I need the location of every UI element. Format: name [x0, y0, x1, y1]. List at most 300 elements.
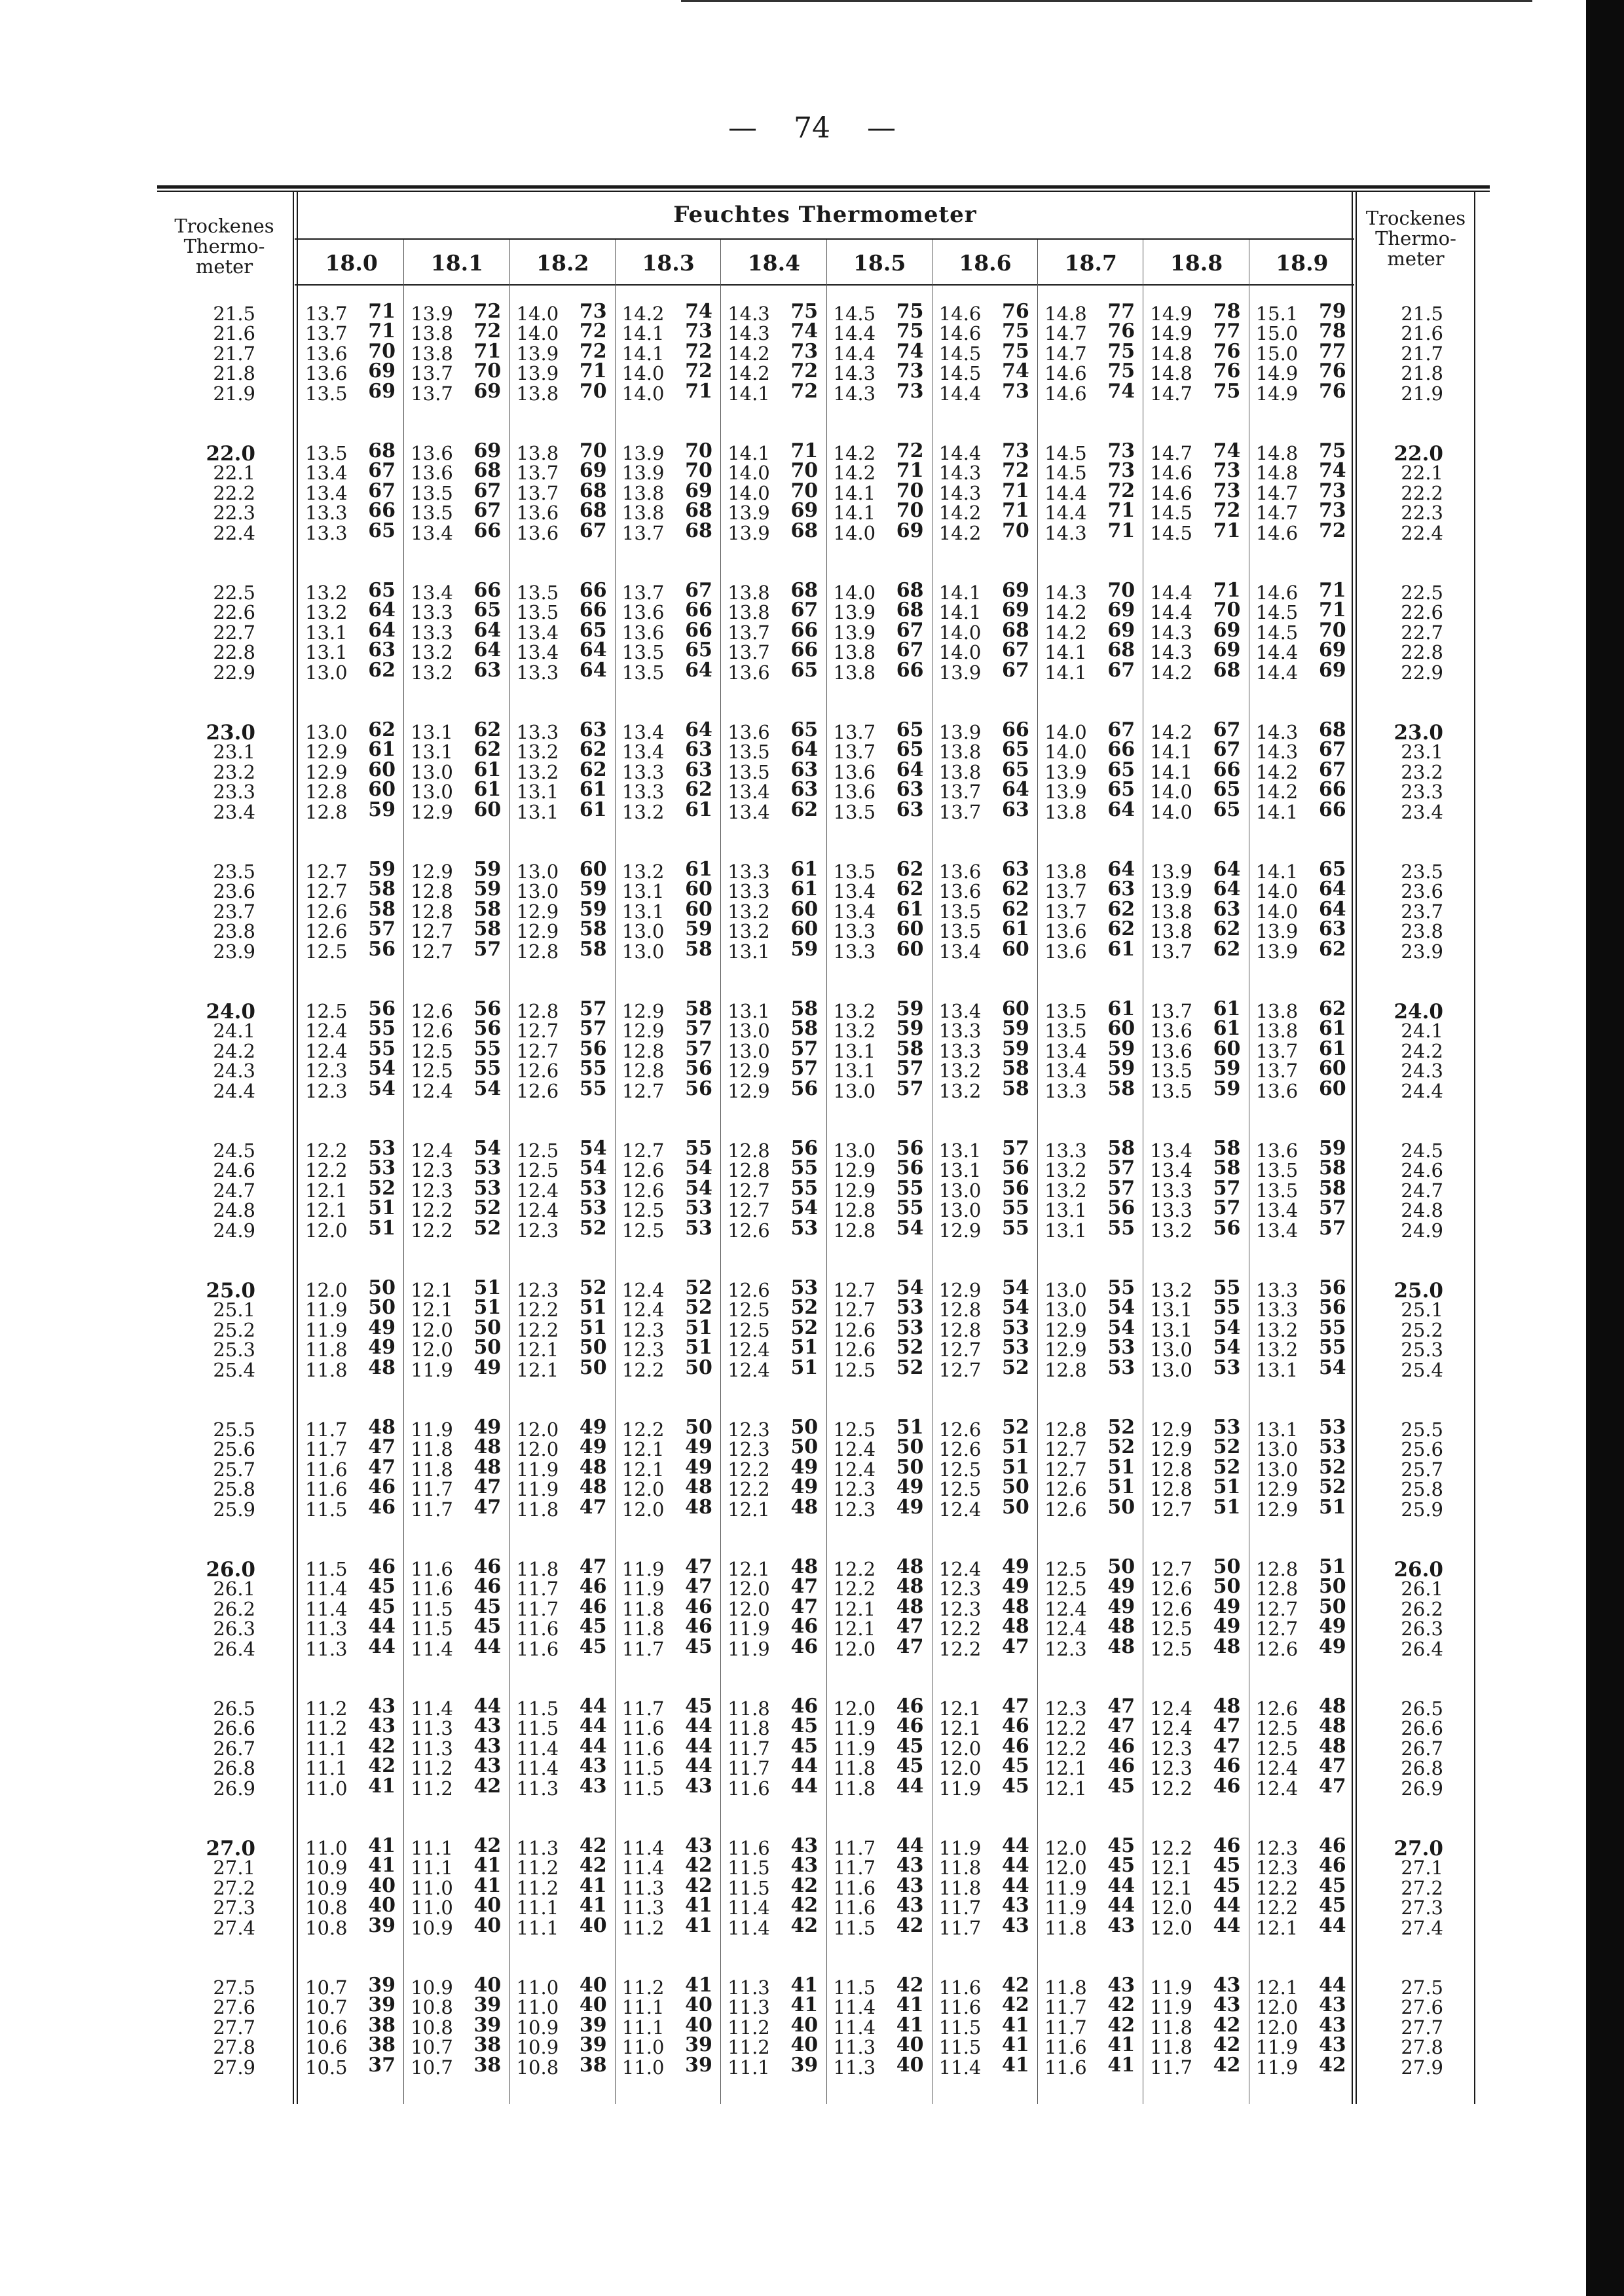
cell-humidity: 51	[685, 1316, 712, 1339]
cell-humidity: 46	[473, 1575, 502, 1599]
cell-humidity: 63	[1213, 897, 1241, 921]
cell-temperature: 10.8	[305, 1916, 348, 1939]
cell-humidity: 58	[473, 897, 502, 921]
cell-humidity: 53	[1107, 1356, 1135, 1379]
cell-temperature: 12.5	[938, 1478, 982, 1501]
cell-humidity: 66	[473, 579, 502, 602]
cell-temperature: 14.5	[1255, 601, 1299, 624]
cell-temperature: 12.3	[516, 1279, 559, 1301]
cell-temperature: 12.9	[1255, 1498, 1299, 1521]
cell-humidity: 51	[368, 1196, 396, 1220]
dry-temp-left: 24.9	[213, 1219, 255, 1242]
cell-humidity: 57	[896, 1077, 924, 1100]
cell-temperature: 10.7	[305, 1976, 348, 1999]
cell-temperature: 12.4	[516, 1179, 559, 1202]
column-header: 18.0	[325, 250, 378, 276]
cell-temperature: 12.0	[411, 1318, 453, 1341]
dry-temp-right: 23.7	[1401, 900, 1443, 923]
dry-temp-left: 21.9	[213, 382, 255, 405]
cell-humidity: 70	[1002, 519, 1029, 542]
cell-humidity: 64	[1107, 858, 1135, 881]
cell-humidity: 60	[896, 937, 924, 961]
cell-humidity: 48	[896, 1595, 924, 1618]
cell-humidity: 68	[1213, 658, 1241, 682]
cell-humidity: 57	[685, 1017, 712, 1041]
cell-humidity: 50	[685, 1416, 712, 1439]
cell-humidity: 71	[1213, 519, 1241, 542]
cell-temperature: 12.8	[516, 940, 559, 963]
cell-humidity: 59	[1107, 1057, 1135, 1081]
dry-temp-left: 25.5	[213, 1418, 255, 1441]
cell-humidity: 73	[1002, 439, 1029, 462]
cell-temperature: 13.6	[411, 442, 453, 464]
cell-temperature: 12.3	[938, 1578, 982, 1601]
cell-temperature: 13.2	[1255, 1318, 1299, 1341]
cell-temperature: 12.3	[1044, 1697, 1087, 1720]
cell-temperature: 11.5	[938, 2036, 982, 2059]
cell-temperature: 12.1	[938, 1717, 982, 1740]
dry-temp-left: 24.5	[213, 1139, 255, 1162]
cell-temperature: 14.4	[1150, 601, 1192, 624]
cell-humidity: 61	[685, 858, 712, 881]
cell-humidity: 48	[896, 1555, 924, 1578]
dry-temp-left: 25.9	[213, 1498, 255, 1521]
cell-temperature: 13.3	[305, 502, 348, 525]
cell-temperature: 11.9	[833, 1737, 876, 1760]
cell-temperature: 12.9	[728, 1060, 770, 1083]
cell-humidity: 43	[896, 1874, 924, 1897]
cell-humidity: 64	[1002, 778, 1029, 802]
cell-humidity: 38	[473, 2053, 502, 2077]
cell-temperature: 14.3	[728, 322, 770, 345]
cell-humidity: 62	[1002, 878, 1029, 901]
cell-humidity: 67	[473, 479, 502, 502]
cell-humidity: 67	[1107, 658, 1135, 682]
dry-temp-left: 24.1	[213, 1020, 255, 1043]
cell-temperature: 14.6	[1255, 582, 1299, 604]
cell-temperature: 14.0	[516, 303, 559, 325]
cell-humidity: 66	[790, 618, 819, 642]
cell-humidity: 45	[1318, 1894, 1346, 1917]
cell-humidity: 58	[896, 1037, 924, 1060]
cell-humidity: 49	[1002, 1555, 1029, 1578]
cell-humidity: 44	[579, 1695, 607, 1718]
cell-temperature: 12.3	[305, 1060, 348, 1083]
cell-humidity: 56	[1213, 1216, 1241, 1240]
cell-temperature: 12.1	[516, 1339, 559, 1361]
cell-temperature: 12.2	[728, 1458, 770, 1481]
cell-humidity: 39	[368, 1974, 396, 1997]
cell-temperature: 12.1	[621, 1458, 665, 1481]
cell-temperature: 12.8	[305, 781, 348, 804]
cell-temperature: 13.9	[1044, 781, 1087, 804]
cell-temperature: 14.4	[938, 442, 982, 464]
cell-humidity: 44	[1107, 1874, 1135, 1897]
cell-temperature: 11.6	[833, 1897, 876, 1919]
cell-temperature: 13.0	[1150, 1358, 1192, 1381]
dry-temp-right: 25.2	[1401, 1318, 1443, 1341]
cell-temperature: 11.3	[516, 1777, 559, 1800]
cell-temperature: 11.9	[728, 1618, 770, 1640]
cell-temperature: 13.8	[938, 760, 982, 783]
cell-temperature: 14.4	[1255, 661, 1299, 684]
cell-humidity: 49	[473, 1356, 502, 1379]
cell-humidity: 62	[1107, 917, 1135, 941]
cell-humidity: 65	[579, 618, 607, 642]
cell-humidity: 75	[1002, 320, 1029, 343]
cell-temperature: 11.6	[516, 1637, 559, 1660]
cell-humidity: 47	[1213, 1734, 1241, 1758]
cell-humidity: 42	[473, 1834, 502, 1857]
cell-temperature: 12.0	[1150, 1897, 1192, 1919]
cell-humidity: 70	[1318, 618, 1346, 642]
cell-temperature: 11.5	[833, 1976, 876, 1999]
header-left-label-line-3: meter	[195, 255, 253, 278]
cell-temperature: 13.7	[833, 721, 876, 743]
cell-humidity: 64	[1318, 897, 1346, 921]
cell-temperature: 14.3	[833, 362, 876, 385]
cell-humidity: 43	[1213, 1993, 1241, 2017]
cell-humidity: 65	[368, 519, 396, 542]
cell-temperature: 14.0	[621, 362, 665, 385]
cell-temperature: 11.3	[411, 1717, 453, 1740]
cell-temperature: 12.2	[833, 1558, 876, 1580]
cell-humidity: 40	[896, 2053, 924, 2077]
cell-humidity: 48	[1002, 1615, 1029, 1639]
cell-humidity: 41	[368, 1834, 396, 1857]
cell-humidity: 39	[579, 2013, 607, 2037]
cell-temperature: 13.3	[305, 521, 348, 544]
cell-humidity: 39	[579, 2033, 607, 2057]
cell-humidity: 42	[579, 1834, 607, 1857]
cell-temperature: 13.5	[1255, 1159, 1299, 1182]
cell-humidity: 52	[896, 1356, 924, 1379]
cell-humidity: 46	[896, 1714, 924, 1738]
dry-temp-left: 25.1	[213, 1299, 255, 1322]
dry-temp-right: 21.5	[1401, 303, 1443, 325]
cell-humidity: 61	[790, 878, 819, 901]
cell-humidity: 45	[790, 1714, 819, 1738]
cell-temperature: 13.1	[1255, 1418, 1299, 1441]
cell-temperature: 11.8	[1150, 2016, 1192, 2039]
cell-temperature: 13.6	[621, 601, 665, 624]
cell-temperature: 13.4	[305, 462, 348, 485]
cell-humidity: 63	[685, 758, 712, 781]
dry-temp-left: 26.5	[213, 1697, 255, 1720]
cell-humidity: 41	[579, 1874, 607, 1897]
dry-temp-left: 27.9	[213, 2056, 255, 2079]
cell-temperature: 12.7	[1044, 1438, 1087, 1461]
cell-temperature: 13.9	[621, 462, 665, 485]
cell-humidity: 41	[579, 1894, 607, 1917]
cell-humidity: 62	[1107, 897, 1135, 921]
cell-temperature: 14.3	[1255, 741, 1299, 764]
cell-humidity: 69	[896, 519, 924, 542]
cell-humidity: 66	[368, 499, 396, 523]
cell-temperature: 12.2	[621, 1418, 665, 1441]
cell-temperature: 12.4	[516, 1199, 559, 1222]
cell-humidity: 40	[896, 2033, 924, 2057]
cell-temperature: 11.7	[621, 1697, 665, 1720]
dry-temp-left: 24.6	[213, 1159, 255, 1182]
cell-humidity: 52	[685, 1276, 712, 1299]
cell-temperature: 10.6	[305, 2016, 348, 2039]
cell-temperature: 13.6	[621, 621, 665, 644]
cell-temperature: 12.0	[305, 1279, 348, 1301]
cell-temperature: 12.9	[938, 1219, 982, 1242]
dry-temp-right: 24.2	[1401, 1039, 1443, 1062]
cell-temperature: 11.9	[305, 1318, 348, 1341]
dry-temp-right: 25.0	[1393, 1279, 1443, 1303]
cell-humidity: 50	[579, 1356, 607, 1379]
cell-temperature: 12.1	[1255, 1976, 1299, 1999]
cell-temperature: 14.1	[1044, 661, 1087, 684]
cell-humidity: 70	[790, 459, 819, 483]
cell-humidity: 46	[790, 1635, 819, 1658]
cell-temperature: 11.6	[728, 1837, 770, 1859]
cell-humidity: 74	[896, 339, 924, 363]
cell-temperature: 11.7	[411, 1478, 453, 1501]
cell-humidity: 73	[685, 320, 712, 343]
cell-humidity: 45	[473, 1615, 502, 1639]
cell-humidity: 43	[473, 1714, 502, 1738]
cell-temperature: 12.7	[516, 1020, 559, 1043]
cell-humidity: 43	[1318, 2013, 1346, 2037]
cell-humidity: 61	[1002, 917, 1029, 941]
cell-humidity: 47	[1318, 1754, 1346, 1778]
cell-temperature: 12.9	[516, 920, 559, 943]
dry-temp-left: 21.8	[213, 362, 255, 385]
cell-temperature: 13.2	[411, 641, 453, 664]
cell-humidity: 45	[685, 1635, 712, 1658]
cell-humidity: 61	[1318, 1037, 1346, 1060]
cell-humidity: 56	[1318, 1276, 1346, 1299]
cell-temperature: 11.1	[411, 1857, 453, 1879]
cell-temperature: 14.3	[1044, 582, 1087, 604]
cell-temperature: 11.7	[305, 1438, 348, 1461]
cell-humidity: 41	[896, 1993, 924, 2017]
cell-temperature: 12.0	[305, 1219, 348, 1242]
cell-humidity: 71	[1318, 599, 1346, 622]
cell-temperature: 13.5	[1255, 1179, 1299, 1202]
cell-temperature: 12.4	[1255, 1777, 1299, 1800]
cell-humidity: 75	[1107, 360, 1135, 383]
cell-temperature: 11.5	[516, 1717, 559, 1740]
cell-humidity: 59	[579, 897, 607, 921]
dry-temp-right: 26.2	[1401, 1597, 1443, 1620]
cell-temperature: 12.3	[938, 1597, 982, 1620]
cell-temperature: 13.8	[516, 382, 559, 405]
cell-humidity: 52	[473, 1196, 502, 1220]
cell-humidity: 62	[368, 658, 396, 682]
cell-temperature: 12.6	[938, 1418, 982, 1441]
cell-humidity: 44	[685, 1734, 712, 1758]
cell-temperature: 12.7	[1255, 1597, 1299, 1620]
cell-humidity: 53	[579, 1176, 607, 1200]
column-header: 18.8	[1170, 250, 1223, 276]
cell-temperature: 11.3	[728, 1996, 770, 2019]
cell-temperature: 11.6	[728, 1777, 770, 1800]
cell-temperature: 12.4	[1044, 1618, 1087, 1640]
cell-humidity: 57	[579, 1017, 607, 1041]
top-rule	[681, 0, 1532, 2]
cell-humidity: 51	[1318, 1555, 1346, 1578]
cell-temperature: 11.8	[411, 1458, 453, 1481]
cell-temperature: 13.6	[728, 661, 770, 684]
cell-temperature: 13.6	[833, 781, 876, 804]
dry-temp-left: 22.4	[213, 521, 255, 544]
cell-temperature: 13.9	[1150, 880, 1192, 903]
cell-temperature: 14.6	[1150, 481, 1192, 504]
cell-temperature: 14.1	[1150, 741, 1192, 764]
cell-temperature: 12.3	[728, 1438, 770, 1461]
cell-temperature: 12.4	[1150, 1697, 1192, 1720]
cell-temperature: 14.0	[833, 521, 876, 544]
cell-humidity: 44	[790, 1754, 819, 1778]
cell-temperature: 12.9	[1044, 1339, 1087, 1361]
cell-humidity: 47	[1002, 1635, 1029, 1658]
cell-humidity: 58	[1318, 1176, 1346, 1200]
dry-temp-left: 27.4	[213, 1916, 255, 1939]
cell-temperature: 13.9	[516, 342, 559, 365]
dry-temp-right: 24.0	[1393, 1000, 1443, 1024]
cell-temperature: 12.3	[621, 1339, 665, 1361]
cell-humidity: 57	[579, 997, 607, 1020]
cell-humidity: 42	[473, 1774, 502, 1798]
cell-temperature: 12.5	[728, 1318, 770, 1341]
dry-temp-left: 23.7	[213, 900, 255, 923]
cell-temperature: 11.3	[411, 1737, 453, 1760]
column-separator	[720, 240, 721, 2104]
cell-humidity: 49	[685, 1435, 712, 1459]
cell-temperature: 12.2	[833, 1578, 876, 1601]
cell-temperature: 13.3	[1255, 1279, 1299, 1301]
dry-temp-right: 27.2	[1401, 1876, 1443, 1899]
cell-temperature: 13.5	[728, 760, 770, 783]
cell-temperature: 12.0	[516, 1438, 559, 1461]
cell-humidity: 60	[368, 758, 396, 781]
cell-humidity: 39	[473, 2013, 502, 2037]
cell-temperature: 13.3	[1150, 1179, 1192, 1202]
cell-humidity: 59	[579, 878, 607, 901]
cell-humidity: 51	[579, 1316, 607, 1339]
cell-temperature: 14.2	[1150, 721, 1192, 743]
cell-temperature: 14.2	[621, 303, 665, 325]
cell-humidity: 64	[1318, 878, 1346, 901]
cell-humidity: 49	[1002, 1575, 1029, 1599]
cell-temperature: 13.8	[1255, 1020, 1299, 1043]
cell-temperature: 12.5	[938, 1458, 982, 1481]
cell-temperature: 13.0	[1150, 1339, 1192, 1361]
dry-temp-right: 26.9	[1401, 1777, 1443, 1800]
dry-temp-left: 24.8	[213, 1199, 255, 1222]
cell-temperature: 12.3	[516, 1219, 559, 1242]
cell-temperature: 12.7	[938, 1358, 982, 1381]
header-right-label-line-2: Thermo-	[1375, 227, 1456, 250]
cell-temperature: 12.0	[938, 1737, 982, 1760]
header-left-label	[157, 216, 291, 277]
column-separator	[1037, 240, 1038, 2104]
cell-temperature: 13.0	[1255, 1438, 1299, 1461]
cell-temperature: 12.8	[411, 880, 453, 903]
cell-temperature: 14.7	[1150, 382, 1192, 405]
cell-temperature: 12.6	[1255, 1637, 1299, 1660]
cell-temperature: 11.3	[833, 2056, 876, 2079]
cell-temperature: 14.0	[1255, 880, 1299, 903]
cell-humidity: 56	[1002, 1176, 1029, 1200]
cell-humidity: 46	[368, 1495, 396, 1519]
cell-temperature: 13.8	[1044, 800, 1087, 823]
cell-temperature: 13.3	[621, 760, 665, 783]
cell-temperature: 13.8	[833, 661, 876, 684]
cell-humidity: 44	[1107, 1894, 1135, 1917]
cell-temperature: 14.0	[1044, 721, 1087, 743]
cell-humidity: 48	[790, 1495, 819, 1519]
cell-humidity: 63	[1002, 858, 1029, 881]
cell-humidity: 39	[368, 1914, 396, 1937]
cell-temperature: 14.2	[833, 442, 876, 464]
cell-humidity: 67	[1107, 718, 1135, 741]
cell-humidity: 44	[1318, 1974, 1346, 1997]
cell-temperature: 12.1	[516, 1358, 559, 1381]
cell-humidity: 53	[473, 1157, 502, 1180]
cell-humidity: 59	[473, 878, 502, 901]
cell-temperature: 12.0	[728, 1597, 770, 1620]
cell-humidity: 55	[368, 1037, 396, 1060]
cell-temperature: 14.3	[1255, 721, 1299, 743]
cell-humidity: 43	[1107, 1974, 1135, 1997]
dry-temp-right: 26.4	[1401, 1637, 1443, 1660]
cell-temperature: 13.6	[1044, 920, 1087, 943]
cell-temperature: 11.0	[621, 2036, 665, 2059]
cell-humidity: 73	[1318, 499, 1346, 523]
cell-humidity: 44	[368, 1615, 396, 1639]
cell-temperature: 11.3	[621, 1897, 665, 1919]
cell-humidity: 65	[790, 718, 819, 741]
cell-humidity: 69	[368, 379, 396, 403]
cell-humidity: 52	[1002, 1356, 1029, 1379]
cell-humidity: 42	[579, 1854, 607, 1878]
cell-temperature: 11.4	[516, 1757, 559, 1780]
cell-humidity: 57	[896, 1057, 924, 1081]
cell-humidity: 44	[790, 1774, 819, 1798]
cell-humidity: 43	[1002, 1914, 1029, 1937]
cell-humidity: 43	[685, 1774, 712, 1798]
dry-temp-left: 22.2	[213, 481, 255, 504]
dry-temp-left: 23.6	[213, 880, 255, 903]
column-header: 18.4	[747, 250, 801, 276]
cell-humidity: 40	[368, 1894, 396, 1917]
cell-temperature: 13.6	[305, 342, 348, 365]
cell-humidity: 70	[579, 379, 607, 403]
cell-temperature: 11.8	[728, 1717, 770, 1740]
cell-humidity: 59	[685, 917, 712, 941]
cell-temperature: 11.6	[516, 1618, 559, 1640]
cell-temperature: 11.4	[833, 1996, 876, 2019]
cell-temperature: 13.0	[1044, 1279, 1087, 1301]
scan-edge-shadow	[1586, 0, 1624, 2296]
dry-temp-right: 21.9	[1401, 382, 1443, 405]
cell-humidity: 60	[1318, 1077, 1346, 1100]
cell-temperature: 12.6	[305, 900, 348, 923]
cell-temperature: 13.1	[516, 781, 559, 804]
dry-temp-right: 26.3	[1401, 1618, 1443, 1640]
cell-temperature: 14.4	[1150, 582, 1192, 604]
cell-humidity: 44	[368, 1635, 396, 1658]
cell-humidity: 45	[579, 1615, 607, 1639]
cell-temperature: 11.4	[411, 1697, 453, 1720]
cell-temperature: 12.0	[938, 1757, 982, 1780]
